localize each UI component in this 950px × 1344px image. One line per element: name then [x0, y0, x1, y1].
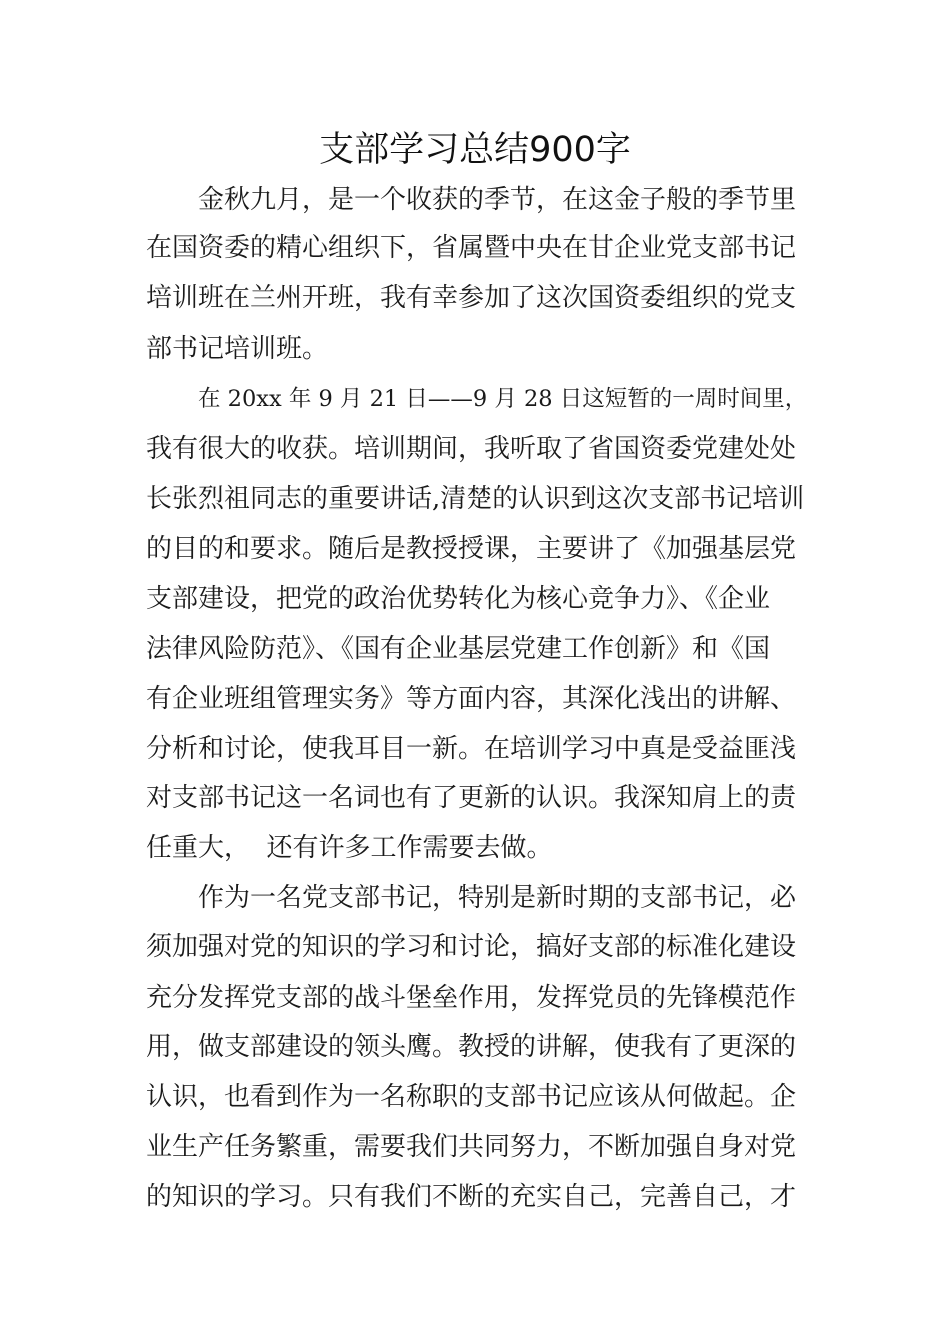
paragraph-3-line-5: 认识，也看到作为一名称职的支部书记应该从何做起。企 [146, 1082, 797, 1112]
paragraph-2-line-7: 有企业班组管理实务》等方面内容，其深化浅出的讲解、 [146, 684, 797, 714]
paragraph-3-line-3: 充分发挥党支部的战斗堡垒作用，发挥党员的先锋模范作 [146, 983, 797, 1013]
document-title: 支部学习总结900字 [319, 130, 631, 170]
paragraph-3-line-7: 的知识的学习。只有我们不断的充实自己，完善自己，才 [146, 1182, 797, 1212]
paragraph-3-line-4: 用，做支部建设的领头鹰。教授的讲解，使我有了更深的 [146, 1032, 797, 1062]
paragraph-2-line-1: 在 20xx 年 9 月 21 日——9 月 28 日这短暂的一周时间里， [198, 386, 808, 412]
paragraph-1-line-1: 金秋九月，是一个收获的季节，在这金子般的季节里 [198, 185, 797, 215]
paragraph-2-line-6: 法律风险防范》、《国有企业基层党建工作创新》和《国 [146, 634, 771, 664]
paragraph-3-line-6: 业生产任务繁重，需要我们共同努力，不断加强自身对党 [146, 1132, 797, 1162]
paragraph-2-line-4: 的目的和要求。随后是教授授课，主要讲了《加强基层党 [146, 534, 797, 564]
paragraph-2-line-8: 分析和讨论，使我耳目一新。在培训学习中真是受益匪浅 [146, 734, 797, 764]
paragraph-3-line-1: 作为一名党支部书记，特别是新时期的支部书记，必 [198, 883, 797, 913]
paragraph-2-line-2: 我有很大的收获。培训期间，我听取了省国资委党建处处 [146, 434, 797, 464]
paragraph-1-line-2: 在国资委的精心组织下，省属暨中央在甘企业党支部书记 [146, 233, 797, 263]
paragraph-2-line-9: 对支部书记这一名词也有了更新的认识。我深知肩上的责 [146, 783, 797, 813]
paragraph-2-line-10: 任重大， 还有许多工作需要去做。 [146, 833, 553, 863]
paragraph-1-line-4: 部书记培训班。 [146, 334, 329, 364]
paragraph-2-line-3: 长张烈祖同志的重要讲话,清楚的认识到这次支部书记培训 [146, 484, 805, 514]
paragraph-2-line-5: 支部建设，把党的政治优势转化为核心竞争力》、《企业 [146, 584, 771, 614]
paragraph-3-line-2: 须加强对党的知识的学习和讨论，搞好支部的标准化建设 [146, 932, 797, 962]
paragraph-1-line-3: 培训班在兰州开班，我有幸参加了这次国资委组织的党支 [146, 283, 797, 313]
